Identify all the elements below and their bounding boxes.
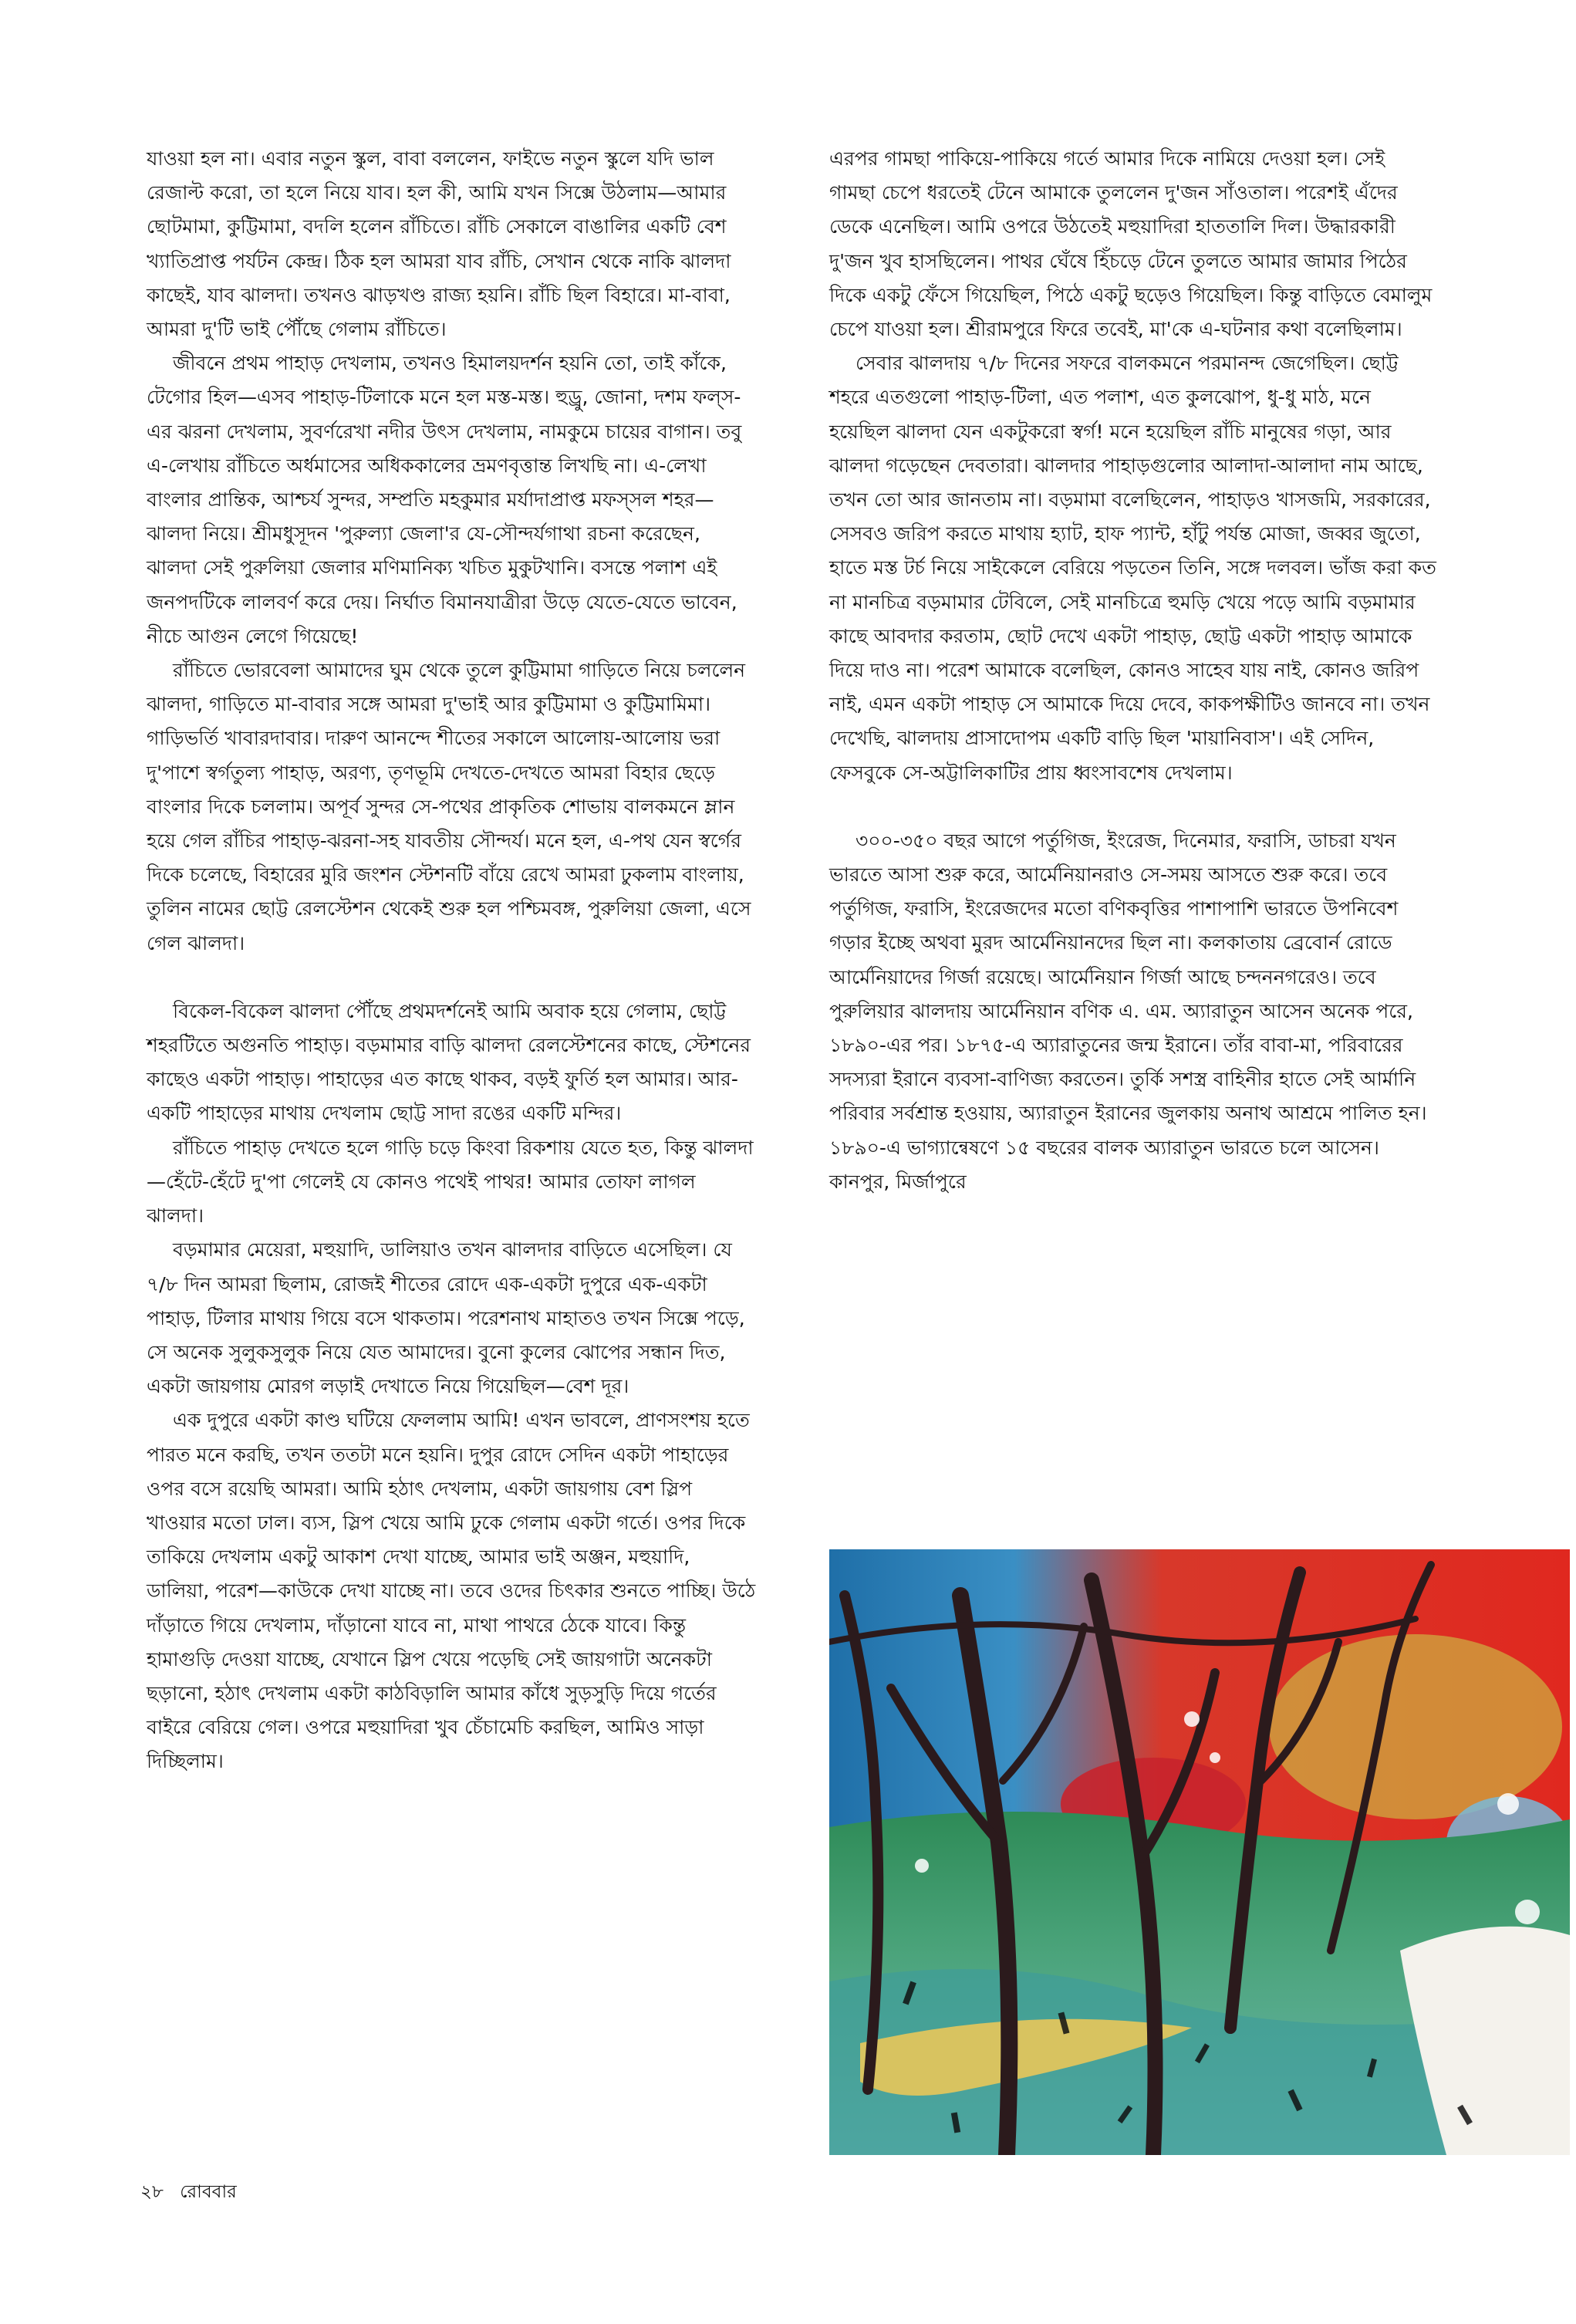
- page-number: ২৮: [140, 2182, 164, 2202]
- paragraph: রাঁচিতে পাহাড় দেখতে হলে গাড়ি চড়ে কিংবা রিকশায় যেতে হত, কিন্তু ঝালদা—হেঁটে-হেঁটে দু'পা গেলেই যে কোনও পথেই পাথর! আমার তোফা লাগল ঝালদা।: [147, 1136, 754, 1228]
- paragraph: জীবনে প্রথম পাহাড় দেখলাম, তখনও হিমালয়দর্শন হয়নি তো, তাই কাঁকে, টেগোর হিল—এসব পাহাড়-টিলাকে মনে হল মস্ত-মস্ত। হুড্রু, জোনা, দশম ফল্‌স-এর ঝরনা দেখলাম, সুবর্ণরেখা নদীর উৎস দেখলাম, নামকুমে চায়ের বাগান। তবু এ-লেখায় রাঁচিতে অর্ধমাসের অধিককালের ভ্রমণবৃত্তান্ত লিখছি না। এ-লেখা বাংলার প্রান্তিক, আশ্চর্য সুন্দর, সম্প্রতি মহকুমার মর্যাদাপ্রাপ্ত মফস্‌সল শহর—ঝালদা নিয়ে। শ্রীমধুসূদন 'পুরুল্যা জেলা'র যে-সৌন্দর্যগাথা রচনা করেছেন, ঝালদা সেই পুরুলিয়া জেলার মণিমানিক্য খচিত মুকুটখানি। বসন্তে পলাশ এই জনপদটিকে লালবর্ণ করে দেয়। নির্ঘাত বিমানযাত্রীরা উড়ে যেতে-যেতে ভাবেন, নীচে আগুন লেগে গিয়েছে!: [147, 352, 742, 647]
- paragraph: সেবার ঝালদায় ৭/৮ দিনের সফরে বালকমনে পরমানন্দ জেগেছিল। ছোট্ট শহরে এতগুলো পাহাড়-টিলা, এত পলাশ, এত কুলঝোপ, ধু-ধু মাঠ, মনে হয়েছিল ঝালদা যেন একটুকরো স্বর্গ! মনে হয়েছিল রাঁচি মানুষের গড়া, আর ঝালদা গড়েছেন দেবতারা। ঝালদার পাহাড়গুলোর আলাদা-আলাদা নাম আছে, তখন তো আর জানতাম না। বড়মামা বলেছিলেন, পাহাড়ও খাসজমি, সরকারের, সেসবও জরিপ করতে মাথায় হ্যাট, হাফ প্যান্ট, হাঁটু পর্যন্ত মোজা, জব্বর জুতো, হাতে মস্ত টর্চ নিয়ে সাইকেলে বেরিয়ে পড়তেন তিনি, সঙ্গে দলবল। ভাঁজ করা কত না মানচিত্র বড়মামার টেবিলে, সেই মানচিত্রে হুমড়ি খেয়ে পড়ে আমি বড়মামার কাছে আবদার করতাম, ছোট দেখে একটা পাহাড়, ছোট্ট একটা পাহাড় আমাকে দিয়ে দাও না। পরেশ আমাকে বলেছিল, কোনও সাহেব যায় নাই, কোনও জরিপ নাই, এমন একটা পাহাড় সে আমাকে দিয়ে দেবে, কাকপক্ষীটিও জানবে না। তখন দেখেছি, ঝালদায় প্রাসাদোপম একটি বাড়ি ছিল 'মায়ানিবাস'। এই সেদিন, ফেসবুকে সে-অট্টালিকাটির প্রায় ধ্বংসাবশেষ দেখলাম।: [829, 352, 1436, 784]
- publication-name: রোববার: [180, 2182, 237, 2202]
- paragraph: বিকেল-বিকেল ঝালদা পৌঁছে প্রথমদর্শনেই আমি অবাক হয়ে গেলাম, ছোট্ট শহরটিতে অগুনতি পাহাড়। বড়মামার বাড়ি ঝালদা রেলস্টেশনের কাছে, স্টেশনের কাছেও একটা পাহাড়। পাহাড়ের এত কাছে থাকব, বড়ই ফুর্তি হল আমার। আর-একটি পাহাড়ের মাথায় দেখলাম ছোট্ট সাদা রঙের একটি মন্দির।: [147, 999, 751, 1125]
- paragraph: যাওয়া হল না। এবার নতুন স্কুল, বাবা বললেন, ফাইভে নতুন স্কুলে যদি ভাল রেজাল্ট করো, তা হলে নিয়ে যাব। হল কী, আমি যখন সিক্সে উঠলাম—আমার ছোটমামা, কুট্টিমামা, বদলি হলেন রাঁচিতে। রাঁচি সেকালে বাঙালির একটি বেশ খ্যাতিপ্রাপ্ত পর্যটন কেন্দ্র। ঠিক হল আমরা যাব রাঁচি, সেখান থেকে নাকি ঝালদা কাছেই, যাব ঝালদা। তখনও ঝাড়খণ্ড রাজ্য হয়নি। রাঁচি ছিল বিহারে। মা-বাবা, আমরা দু'টি ভাই পৌঁছে গেলাম রাঁচিতে।: [147, 147, 731, 341]
- paragraph: এরপর গামছা পাকিয়ে-পাকিয়ে গর্তে আমার দিকে নামিয়ে দেওয়া হল। সেই গামছা চেপে ধরতেই টেনে আমাকে তুললেন দু'জন সাঁওতাল। পরেশই এঁদের ডেকে এনেছিল। আমি ওপরে উঠতেই মহুয়াদিরা হাততালি দিল। উদ্ধারকারী দু'জন খুব হাসছিলেন। পাথর ঘেঁষে হিঁচড়ে টেনে তুলতে আমার জামার পিঠের দিকে একটু ফেঁসে গিয়েছিল, পিঠে একটু ছড়েও গিয়েছিল। কিন্তু বাড়িতে বেমালুম চেপে যাওয়া হল। শ্রীরামপুরে ফিরে তবেই, মা'কে এ-ঘটনার কথা বলেছিলাম।: [829, 147, 1433, 341]
- paragraph: এক দুপুরে একটা কাণ্ড ঘটিয়ে ফেললাম আমি! এখন ভাবলে, প্রাণসংশয় হতে পারত মনে করছি, তখন ততটা মনে হয়নি। দুপুর রোদে সেদিন একটা পাহাড়ের ওপর বসে রয়েছি আমরা। আমি হঠাৎ দেখলাম, একটা জায়গায় বেশ স্লিপ খাওয়ার মতো ঢাল। ব্যস, স্লিপ খেয়ে আমি ঢুকে গেলাম একটা গর্তে। ওপর দিকে তাকিয়ে দেখলাম একটু আকাশ দেখা যাচ্ছে, আমার ভাই অঞ্জন, মহুয়াদি, ডালিয়া, পরেশ—কাউকে দেখা যাচ্ছে না। তবে ওদের চিৎকার শুনতে পাচ্ছি। উঠে দাঁড়াতে গিয়ে দেখলাম, দাঁড়ানো যাবে না, মাথা পাথরে ঠেকে যাবে। কিন্তু হামাগুড়ি দেওয়া যাচ্ছে, যেখানে স্লিপ খেয়ে পড়েছি সেই জায়গাটা অনেকটা ছড়ানো, হঠাৎ দেখলাম একটা কাঠবিড়ালি আমার কাঁধে সুড়সুড়ি দিয়ে গর্তের বাইরে বেরিয়ে গেল। ওপরে মহুয়াদিরা খুব চেঁচামেচি করছিল, আমিও সাড়া দিচ্ছিলাম।: [147, 1409, 756, 1773]
- painting-yellow-haze: [1269, 1634, 1562, 1819]
- forest-illustration: [829, 1549, 1570, 2155]
- left-column: [147, 142, 756, 1779]
- paragraph: ৩০০-৩৫০ বছর আগে পর্তুগিজ, ইংরেজ, দিনেমার, ফরাসি, ডাচরা যখন ভারতে আসা শুরু করে, আর্মেনিয়ানরাও সে-সময় আসতে শুরু করে। তবে পর্তুগিজ, ফরাসি, ইংরেজদের মতো বণিকবৃত্তির পাশাপাশি ভারতে উপনিবেশ গড়ার ইচ্ছে অথবা মুরদ আর্মেনিয়ানদের ছিল না। কলকাতায় ব্রেবোর্ন রোডে আর্মেনিয়াদের গির্জা রয়েছে। আর্মেনিয়ান গির্জা আছে চন্দননগরেও। তবে পুরুলিয়ার ঝালদায় আর্মেনিয়ান বণিক এ. এম. অ্যারাতুন আসেন অনেক পরে, ১৮৯০-এর পর। ১৮৭৫-এ অ্যারাতুনের জন্ম ইরানে। তাঁর বাবা-মা, পরিবারের সদস্যরা ইরানে ব্যবসা-বাণিজ্য করতেন। তুর্কি সশস্ত্র বাহিনীর হাতে সেই আর্মানি পরিবার সর্বশ্রান্ত হওয়ায়, অ্যারাতুন ইরানের জুলকায় অনাথ আশ্রমে পালিত হন। ১৮৯০-এ ভাগ্যান্বেষণে ১৫ বছরের বালক অ্যারাতুন ভারতে চলে আসেন। কানপুর, মির্জাপুরে: [829, 829, 1427, 1193]
- forest-painting-svg: [829, 1549, 1570, 2155]
- page-footer: [140, 2177, 248, 2207]
- paragraph: রাঁচিতে ভোরবেলা আমাদের ঘুম থেকে তুলে কুট্টিমামা গাড়িতে নিয়ে চললেন ঝালদা, গাড়িতে মা-বাবার সঙ্গে আমরা দু'ভাই আর কুট্টিমামা ও কুট্টিমামিমা। গাড়িভর্তি খাবারদাবার। দারুণ আনন্দে শীতের সকালে আলোয়-আলোয় ভরা দু'পাশে স্বর্গতুল্য পাহাড়, অরণ্য, তৃণভূমি দেখতে-দেখতে আমরা বিহার ছেড়ে বাংলার দিকে চললাম। অপূর্ব সুন্দর সে-পথের প্রাকৃতিক শোভায় বালকমনে ম্লান হয়ে গেল রাঁচির পাহাড়-ঝরনা-সহ যাবতীয় সৌন্দর্য। মনে হল, এ-পথ যেন স্বর্গের দিকে চলেছে, বিহারের মুরি জংশন স্টেশনটি বাঁয়ে রেখে আমরা ঢুকলাম বাংলায়, তুলিন নামের ছোট্ট রেলস্টেশন থেকেই শুরু হল পশ্চিমবঙ্গ, পুরুলিয়া জেলা, এসে গেল ঝালদা।: [147, 659, 751, 954]
- right-column: [829, 142, 1437, 1199]
- paragraph: বড়মামার মেয়েরা, মহুয়াদি, ডালিয়াও তখন ঝালদার বাড়িতে এসেছিল। যে ৭/৮ দিন আমরা ছিলাম, রোজই শীতের রোদে এক-একটা দুপুরে এক-একটা পাহাড়, টিলার মাথায় গিয়ে বসে থাকতাম। পরেশনাথ মাহাতও তখন সিক্সে পড়ে, সে অনেক সুলুকসুলুক নিয়ে যেত আমাদের। বুনো কুলের ঝোপের সন্ধান দিত, একটা জায়গায় মোরগ লড়াই দেখাতে নিয়ে গিয়েছিল—বেশ দূর।: [147, 1238, 745, 1398]
